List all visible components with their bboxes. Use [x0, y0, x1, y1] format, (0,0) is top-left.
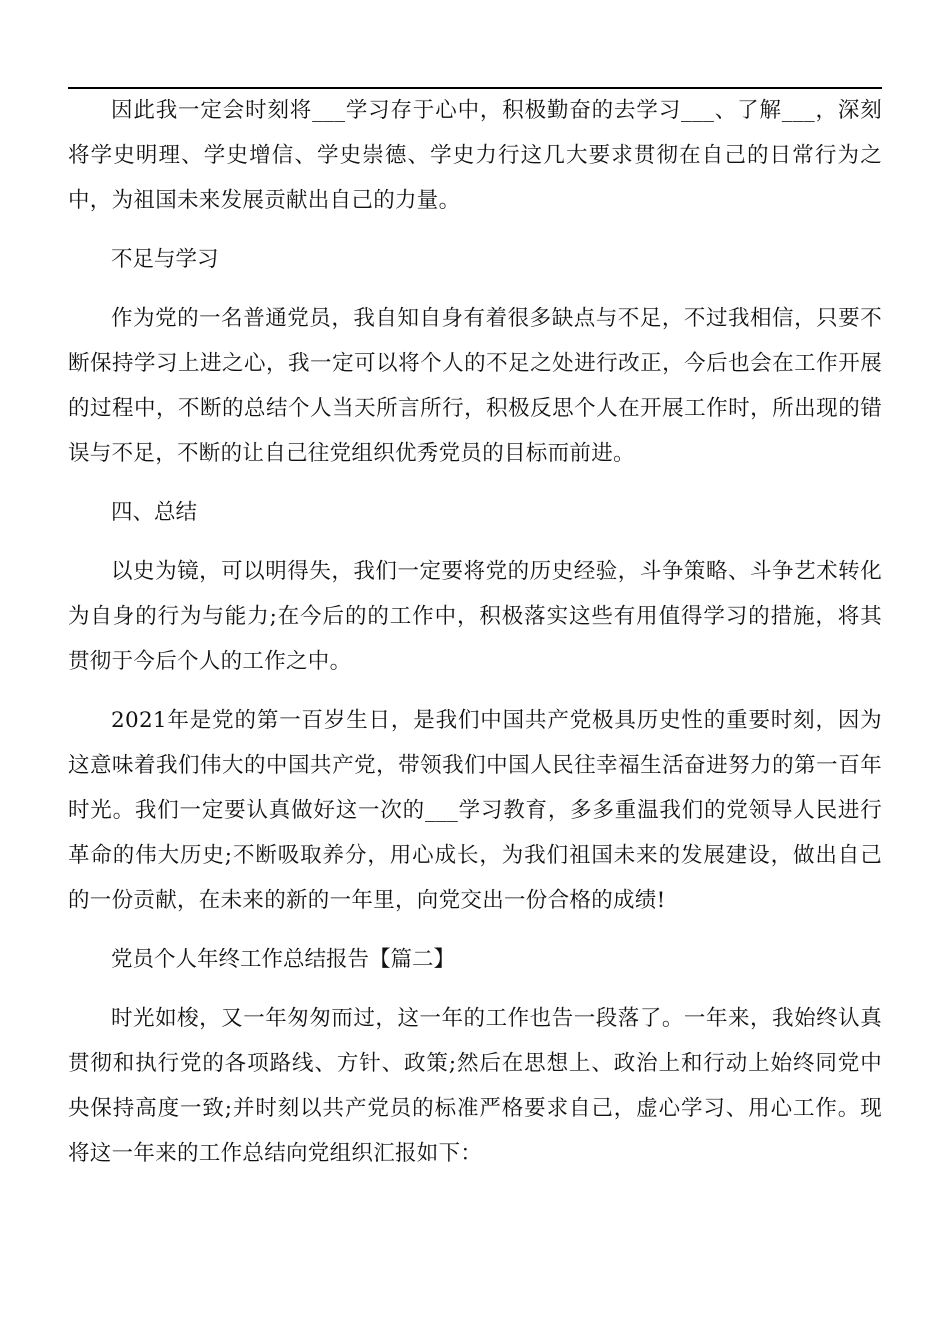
section-heading-shortcomings: 不足与学习: [111, 247, 219, 272]
document-body: [68, 88, 882, 1176]
paragraph-summary: 以史为镜，可以明得失，我们一定要将党的历史经验，斗争策略、斗争艺术转化为自身的行为与能力;在今后的的工作中，积极落实这些有用值得学习的措施，将其贯彻于今后个人的工作之中。: [68, 559, 882, 674]
paragraph-gap: [68, 684, 882, 698]
paragraph-gap: [68, 535, 882, 549]
paragraph-year-review: 时光如梭，又一年匆匆而过，这一年的工作也告一段落了。一年来，我始终认真贯彻和执行党的各项路线、方针、政策;然后在思想上、政治上和行动上始终同党中央保持高度一致;并时刻以共产党员的标准严格要求自己，虚心学习、用心工作。现将这一年来的工作总结向党组织汇报如下：: [68, 1006, 882, 1166]
section-heading-summary: 四、总结: [111, 500, 198, 525]
paragraph-centenary: 2021年是党的第一百岁生日，是我们中国共产党极具历史性的重要时刻，因为这意味着我们伟大的中国共产党，带领我们中国人民往幸福生活奋进努力的第一百年时光。我们一定要认真做好这一次的___学习教育，多多重温我们的党领导人民进行革命的伟大历史;不断吸取养分，用心成长，为我们祖国未来的发展建设，做出自己的一份贡献，在未来的新的一年里，向党交出一份合格的成绩!: [68, 708, 882, 913]
paragraph-gap: [68, 223, 882, 237]
article-title-part-two: 党员个人年终工作总结报告【篇二】: [111, 947, 456, 972]
paragraph-gap: [68, 282, 882, 296]
paragraph-gap: [68, 476, 882, 490]
paragraph-gap: [68, 982, 882, 996]
paragraph-commitment: 因此我一定会时刻将___学习存于心中，积极勤奋的去学习___、了解___，深刻将学史明理、学史增信、学史崇德、学史力行这几大要求贯彻在自己的日常行为之中，为祖国未来发展贡献出自己的力量。: [68, 98, 882, 213]
paragraph-shortcomings: 作为党的一名普通党员，我自知自身有着很多缺点与不足，不过我相信，只要不断保持学习上进之心，我一定可以将个人的不足之处进行改正，今后也会在工作开展的过程中，不断的总结个人当天所言所行，积极反思个人在开展工作时，所出现的错误与不足，不断的让自己往党组织优秀党员的目标而前进。: [68, 306, 882, 466]
paragraph-gap: [68, 923, 882, 937]
